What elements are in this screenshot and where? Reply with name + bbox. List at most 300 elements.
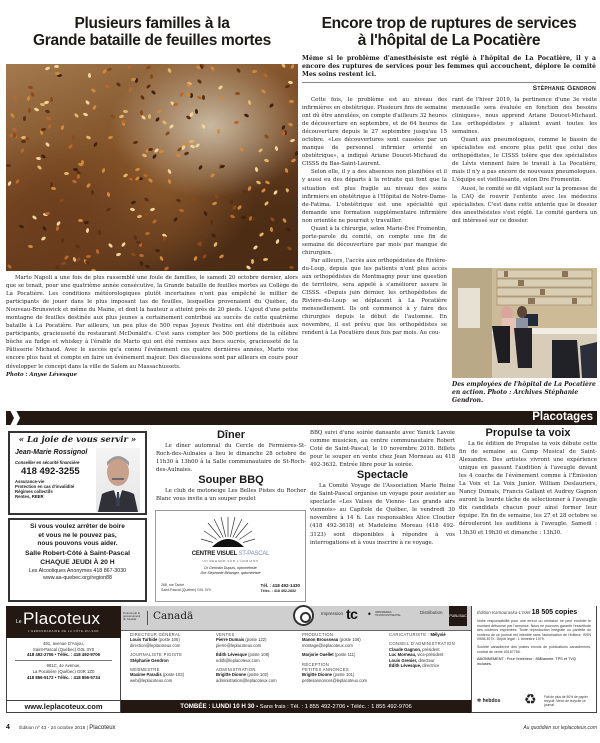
role-label: RÉCEPTION PETITES ANNONCES — [302, 661, 349, 673]
leaf-particle — [142, 153, 148, 158]
ad-line: Si vous voulez arrêter de boire — [30, 523, 125, 530]
phone-extension: (poste 106) — [339, 637, 361, 643]
leaf-particle — [144, 213, 149, 216]
leaf-particle — [263, 72, 269, 77]
leaf-particle — [45, 109, 51, 113]
leaf-particle — [157, 109, 163, 114]
headline-line: Plusieurs familles à la — [74, 15, 230, 32]
leaf-particle — [286, 226, 292, 232]
leaf-particle — [146, 84, 152, 90]
page-number: 4 — [6, 724, 10, 731]
logo-prefix: Le — [16, 619, 22, 625]
leaf-particle — [167, 168, 172, 174]
leaf-particle — [85, 100, 91, 106]
leaf-particle — [198, 165, 203, 171]
leaf-particle — [210, 66, 215, 72]
leaf-particle — [265, 179, 271, 184]
footer-logo: Placoteux — [89, 725, 116, 731]
leaf-particle — [217, 85, 223, 91]
leaf-particle — [219, 164, 225, 169]
leaf-particle — [290, 64, 295, 69]
leaf-particle — [140, 95, 145, 101]
leaf-particle — [237, 205, 243, 211]
leaf-particle — [168, 179, 173, 185]
leaf-particle — [134, 235, 138, 240]
insurance-ad[interactable] — [8, 431, 147, 515]
doctor-name: Dre Stéphanie Bélanger, optométriste — [200, 571, 261, 575]
leaf-particle — [40, 236, 46, 241]
leaf-particle — [247, 186, 251, 192]
leaf-particle — [210, 233, 216, 239]
staff-entry — [216, 652, 296, 663]
paragraph: rant de l'hiver 2019, la pertinence d'une 3e visite mensuelle sera évaluée en fonction des besoins cliniques», nous apprend Ariane Doucet-Michaud. Les orthopédistes y allaient avant toutes les semaines. — [452, 97, 597, 136]
leaf-particle — [289, 100, 294, 103]
leaf-particle — [74, 113, 80, 119]
board-column — [389, 632, 469, 668]
role-label: WEBMESTRE — [130, 667, 160, 673]
person-role: vice-président — [417, 652, 444, 658]
edition-info: Édition nº 43 - 24 octobre 2018 | — [19, 726, 88, 731]
phone-extension: (poste 105) — [158, 637, 180, 643]
leaf-particle — [178, 209, 184, 213]
hospital-photo-caption: Des employées de l'hôpital de La Pocatière en action. Photo : Archives Stéphanie Gendron. — [452, 381, 596, 404]
footer-tagline: Au quotidien sur leplacoteux.com — [523, 725, 597, 731]
divider — [147, 611, 148, 625]
leaf-particle — [154, 116, 159, 122]
leaf-particle — [235, 68, 240, 74]
leaf-particle — [217, 129, 220, 134]
leaf-particle — [150, 207, 156, 211]
leaf-particle — [261, 89, 267, 94]
funder-text: Financé par le gouvernement du Canada — [123, 612, 141, 622]
leaf-particle — [252, 245, 258, 251]
leaf-particle — [86, 135, 92, 140]
hospital-scene — [452, 268, 597, 378]
leaf-particle — [116, 81, 122, 87]
paragraph: Aussi, le comité se dit vigilant sur la promesse de la CAQ de rouvrir l'entente avec les médecins spécialistes. C'est dans cette entente que le dossier des anesthésistes s'est réglé. Le comité gardera un œil intéressé sur ce dossier. — [452, 185, 597, 224]
leaf-particle — [201, 123, 206, 129]
leaf-particle — [251, 259, 254, 264]
fax: Téléc. : 418 492-2832 — [260, 588, 297, 593]
leaf-particle — [46, 116, 52, 121]
leaf-particle — [256, 180, 262, 185]
bullet-icon: • — [256, 704, 260, 710]
leaf-particle — [148, 178, 154, 184]
leaf-particle — [214, 194, 219, 200]
leaf-particle — [202, 253, 208, 259]
press-seal-icon — [293, 605, 314, 626]
leaf-particle — [133, 141, 139, 145]
leaf-particle — [155, 249, 160, 252]
left-article-text: Marto Napoli a une fois de plus rassemblé une foule de familles, le samedi 20 octobre dernier, alors que se tenait, pour une quatrième année consécutive, la Grande bataille de feuilles mortes au Collège de La Pocatière. Les conditions météorologiques plutôt incertaines n'ont pas empêché le millier de participants de jouer dans le plus imposant tas de feuilles, lesquelles provenaient du Québec, du Nouveau-Brunswick et même du Maine, et dont la hauteur a atteint près de 20 pieds. L'ajout d'une petite montagne de feuilles destinée aux plus jeunes a certainement contribué au succès de cette quatrième bataille à La Pocatière. Par ailleurs, un peu plus de 500 repas Joyeux Festins ont été distribués aux participants, gracieuseté du restaurant McDonald's. C'est sans compter les 500 portions de la célèbre bûche au fudge et whiskey à l'érable de Marto qui ont été remises aux becs sucrés, gracieuseté de la Pâtisserie Michaud. Avec le succès qu'a connu l'événement ces quatre dernières années, Marto vise encore plus haut et compte en faire un événement majeur. Des discussions sont par ailleurs en cours pour développer le concept dans la ville de Salem au Massachussets. — [6, 275, 298, 370]
paragraph: Quant aux pneumologues, comme le bassin de spécialistes est encore plus petit que celui des orthopédistes, le CISSS tolère que des spécialistes de Lévis viennent faire le travail à La Pocatière, mais il n'y a pas encore de nouveaux pneumologues. L'équipe est vieillissante, selon Dre Fromentin. — [452, 137, 597, 184]
hebdos-icon: ✲ — [477, 698, 483, 704]
staff-entry — [216, 632, 296, 648]
edition-line — [477, 609, 591, 616]
leaf-particle — [150, 74, 153, 79]
person-name: Stéphanie Gendron — [130, 657, 169, 663]
leaf-particle — [130, 207, 136, 211]
staff-entry — [302, 662, 382, 684]
phone-extension: (poste 101) — [333, 672, 355, 678]
leaf-particle — [71, 134, 76, 140]
ad-venue: Salle Robert-Côté à Saint-Pascal — [24, 549, 130, 557]
board-member — [389, 663, 469, 668]
phone-extension: (poste 108) — [248, 652, 270, 658]
leaf-particle — [213, 241, 218, 247]
leaf-particle — [289, 265, 294, 269]
leaf-particle — [159, 150, 165, 154]
printer-logo: tc — [346, 606, 358, 622]
leaf-particle — [147, 148, 152, 152]
placotages-column-2 — [310, 429, 455, 547]
address-line: Saint-Pascal (Québec) G0L 3Y0 — [161, 588, 211, 592]
leaf-particle — [285, 85, 291, 89]
brand-main: CENTRE VISUEL — [191, 551, 238, 557]
leaf-particle — [11, 127, 16, 131]
brand-accent: ST-PASCAL — [238, 551, 270, 557]
article-column-2 — [452, 96, 597, 225]
divider — [302, 82, 596, 83]
postal-notice: Société canadienne des postes envois de publications canadiennes, contrat de vente #0187755. — [477, 644, 591, 654]
leaf-particle — [261, 187, 267, 193]
leaf-particle — [202, 95, 205, 100]
service-item: Protection en cas d'invalidité — [15, 484, 75, 489]
item-text: Le club de motoneige Les Belles Pistes du Rocher Blanc vous invite a un souper poulet — [156, 488, 306, 503]
leaf-particle — [107, 67, 113, 72]
paragraph: Cette fois, le problème est au niveau des infirmières en obstétrique. Plusieurs fins de semaine ont dû être annulées, on compte d'ailleurs 32 heures de découverture en septembre, et de 64 heures de découverture depuis le 27 septembre jusqu'au 15 octobre. «Les découvertures sont causées par un manque de personnel infirmier orienté en obstétrique», a indiqué Ariane Doucet-Michaud du CISSS du Bas-Saint-Laurent. — [302, 97, 447, 168]
staff-column — [130, 632, 210, 687]
leaf-particle — [51, 186, 56, 190]
eye-logo-icon — [200, 517, 256, 549]
leaf-particle — [104, 84, 110, 89]
leaf-particle — [189, 111, 194, 117]
leaf-particle — [159, 256, 164, 262]
leaf-particle — [27, 96, 31, 102]
leaf-particle — [131, 201, 137, 206]
headline-line: Encore trop de ruptures de services — [321, 15, 577, 32]
leaf-particle — [290, 139, 296, 143]
leaf-particle — [110, 114, 116, 119]
byline: Stéphanie Gendron — [532, 85, 596, 92]
address-line: 491, avenue D'Anjou, — [43, 641, 84, 646]
leaf-particle — [28, 244, 34, 248]
left-article-body — [6, 274, 298, 379]
staff-name-line — [302, 652, 382, 657]
advisor-name: Jean-Marie Rossignol — [15, 449, 88, 456]
leaf-particle — [168, 123, 174, 129]
leaf-particle — [46, 123, 51, 129]
recycle-notice: Fait de plus de 50% de papier recyclé. Merci de recycler ce journal. — [544, 695, 588, 707]
person-name: Brigitte Dionne — [216, 672, 247, 678]
office-addresses — [6, 638, 121, 700]
staff-column — [216, 632, 296, 687]
subscription-info: ABONNEMENT : Pour l'extérieur : 85$/année. TPS et TVQ incluses. — [477, 657, 576, 666]
leaf-particle — [78, 219, 83, 222]
leaf-particle — [64, 172, 69, 175]
leaf-particle — [152, 218, 158, 224]
leaf-particle — [68, 143, 74, 149]
service-list — [15, 479, 74, 499]
person-name: Luc Morneau, — [389, 652, 417, 658]
leaf-particle — [121, 120, 126, 123]
leaf-particle — [144, 264, 150, 269]
leaf-particle — [189, 140, 194, 144]
leaf-particle — [230, 199, 233, 204]
staff-entry — [302, 652, 382, 657]
logo-name: Placoteux — [23, 609, 101, 628]
leaf-particle — [162, 236, 166, 242]
website-link[interactable]: www.leplacoteux.com — [6, 700, 121, 713]
person-role: directrice — [422, 663, 440, 669]
leaf-particle — [294, 150, 298, 156]
leaf-particle — [173, 217, 178, 223]
leaf-particle — [238, 147, 244, 152]
leaf-particle — [95, 249, 99, 255]
email-link[interactable]: montage@leplacoteux.com — [302, 642, 353, 648]
email-link[interactable]: administration@leplacoteux.com — [216, 677, 277, 683]
leaf-particle — [290, 158, 296, 163]
recycle-icon: ♻ — [524, 691, 537, 707]
phone-extension: (poste 102) — [247, 672, 269, 678]
ad-line: et vous ne le pouvez pas, — [38, 531, 117, 539]
leaf-particle — [288, 122, 294, 127]
right-article-headline — [302, 15, 596, 49]
leaf-particle — [71, 179, 77, 184]
deadline-bar — [121, 700, 471, 713]
section-title: Placotages — [532, 411, 593, 423]
caricaturist — [389, 632, 469, 637]
optometry-brand — [156, 551, 305, 557]
leaf-particle — [8, 181, 13, 187]
advisor-role: Conseiller en sécurité financière — [15, 460, 80, 465]
page-footer — [6, 724, 597, 731]
phone-extension: (poste 103) — [162, 672, 185, 678]
tollfree-text: Sans frais : Tél. : 1 855 492-2706 • Téléc. : 1 855 492-9706 — [259, 704, 412, 710]
leaf-particle — [84, 221, 89, 225]
leaf-particle — [151, 154, 156, 160]
leaf-particle — [23, 116, 26, 121]
leaf-particle — [34, 107, 40, 112]
aa-ad[interactable] — [8, 518, 147, 602]
leaf-particle — [144, 197, 150, 202]
leaf-particle — [189, 145, 195, 149]
person-name: Édith Lévesque, — [389, 663, 422, 669]
paragraph: Quant à la chirurgie, selon Marie-Ève Fromentin, porte-parole du comité, on compte une fin de semaine de découverture par mois par manque de chirurgien. — [302, 225, 447, 256]
leaf-particle — [30, 92, 35, 98]
leaf-particle — [139, 254, 145, 258]
item-title: Souper BBQ — [198, 474, 264, 487]
leaf-particle — [72, 256, 76, 262]
leaf-particle — [218, 96, 224, 101]
role-label: CONSEIL D'ADMINISTRATION — [389, 641, 455, 647]
portrait-image — [96, 448, 140, 512]
person-name: Louis Turbide — [130, 637, 158, 643]
address-line: 901C, 4e Avenue, — [46, 663, 81, 669]
leaf-particle — [240, 215, 245, 219]
leaf-particle — [210, 220, 213, 225]
leaf-particle — [61, 238, 64, 243]
role-label: VENTES — [216, 632, 235, 637]
copy-count: 18 505 copies — [531, 609, 578, 616]
leaf-particle — [212, 201, 218, 206]
article-lead: Même si le problème d'anesthésiste est réglé à l'hôpital de La Pocatière, il y a encore des ruptures de services pour les femmes qui accouchent, déplore le comité Mes soins restent ici. — [302, 55, 596, 79]
leaf-particle — [196, 242, 202, 247]
doctor-list — [156, 566, 305, 576]
leaf-particle — [75, 244, 81, 250]
person-name: Pierre Dumais — [216, 637, 245, 643]
staff-entry — [216, 667, 296, 683]
leaf-particle — [246, 265, 252, 270]
leaf-particle — [18, 225, 24, 230]
placotages-column-3 — [459, 427, 597, 537]
leaf-particle — [218, 254, 224, 259]
leaf-particle — [281, 64, 286, 69]
email-link[interactable]: web@leplacoteux.com — [130, 677, 173, 683]
role-label: PRODUCTION — [302, 632, 334, 637]
leaf-particle — [235, 92, 240, 95]
staff-entry — [130, 632, 210, 648]
address-line: Saint-Pascal (Québec) G0L 3Y0 — [32, 646, 95, 652]
leaf-particle — [270, 227, 274, 232]
leaf-particle — [86, 183, 91, 189]
service-item: Assurance-vie — [15, 479, 45, 484]
leaf-particle — [176, 154, 181, 157]
leaf-particle — [76, 174, 80, 179]
leaf-particle — [255, 166, 259, 172]
leaf-particle — [173, 103, 179, 107]
office-phones: 418 492-2706 • Téléc. : 418 492-9706 — [27, 652, 100, 658]
ad-line: nous pouvons vous aider. — [37, 540, 118, 547]
hebdos-label: hebdos — [482, 698, 501, 704]
chevron-right-icon — [8, 410, 20, 426]
article-column-1 — [302, 96, 447, 396]
leaf-particle — [123, 110, 128, 113]
advisor-phone: 418 492-3255 — [21, 466, 80, 477]
item-text: Le dîner automnal du Cercle de Fermières-St-Roch-des-Aulnaies a lieu le dimanche 28 octobre de 11h30 à 13h00 à la Salle communautaire de St-Roch-des-Aulnaies. — [156, 443, 306, 474]
leaf-particle — [134, 175, 140, 180]
left-article-headline — [6, 15, 298, 49]
person-name: Maxime Paradis — [130, 672, 162, 678]
person-role: président — [422, 646, 440, 652]
edition-info-box — [471, 606, 597, 713]
leaf-particle — [281, 218, 286, 224]
person-name: Claude Gagnon, — [389, 646, 422, 652]
email-link[interactable]: edith@leplacoteux.com — [216, 657, 260, 663]
email-link[interactable]: direction@leplacoteux.com — [130, 642, 181, 648]
optometry-ad[interactable] — [155, 510, 306, 602]
leaf-particle — [64, 255, 70, 261]
service-item: Rentes, REER — [15, 494, 44, 499]
phone-extension: (poste 122) — [245, 637, 267, 643]
leaf-particle — [184, 152, 190, 157]
ad-url[interactable]: www.aa-quebec.org/region88 — [43, 575, 112, 581]
leaf-particle — [118, 115, 124, 119]
leaf-particle — [86, 228, 90, 233]
ad-contact: Les Alcooliques Anonymes 418 867-3030 — [28, 567, 127, 574]
leaf-particle — [92, 105, 97, 111]
staff-entry — [130, 667, 210, 683]
leaf-particle — [86, 254, 91, 258]
leaf-particle — [121, 242, 126, 248]
optometry-address — [161, 583, 211, 593]
leaf-particle — [28, 86, 33, 90]
leaf-particle — [13, 133, 16, 138]
leaf-particle — [55, 72, 60, 75]
leaf-particle — [284, 168, 289, 174]
leaf-particle — [42, 225, 48, 231]
phone: Tél. : 418 492-1430 — [260, 583, 300, 588]
leaf-particle — [13, 94, 18, 100]
hospital-photo — [452, 268, 597, 378]
leaf-particle — [286, 246, 292, 251]
leaf-battle-photo — [6, 64, 298, 271]
distributor-logo: PUBLISAC — [449, 606, 467, 626]
leaf-particle — [203, 211, 208, 217]
phone-extension: (poste 111) — [334, 652, 356, 658]
ad-slogan: « La joie de vous servir » — [18, 435, 137, 445]
leaf-particle — [59, 197, 65, 203]
leaf-particle — [263, 133, 269, 139]
leaf-particle — [106, 207, 112, 212]
leaf-particle — [91, 190, 94, 195]
item-title: Spectacle — [356, 469, 409, 482]
staff-column — [302, 632, 382, 687]
leaf-particle — [128, 86, 133, 92]
divider — [15, 660, 112, 661]
item-text: La 6e édition de Propulse ta voix débute cette fin de semaine au Camp Musical de Saint-Alexandre. Des artistes vivront une expérience unique en passant l'audition à l'aveugle devant les 4 coachs de l'évènement comme à l'Émission La Voix et La Voix Junior. William Deslauriers, Nancy Dumais, Francis Gallant et Audrey Gagnon auront la lourde tâche de sélectionner à l'aveugle dix candidats chacun pour ainsi former leur équipe. En fin de semaine, les 27 et 28 octobre se dérouleront les auditions à l'aveugle. Samedi : 13h30 et 19h30 et dimanche : 13h30. — [459, 441, 597, 536]
leaf-particle — [56, 226, 60, 232]
person-name: Louis Grenier, — [389, 657, 418, 663]
staff-entry — [302, 632, 382, 648]
leaf-particle — [14, 178, 19, 184]
leaf-particle — [93, 142, 98, 148]
logo-subtitle: L'HEBDOMADAIRE DE LA CÔTE-DU-SUD — [28, 630, 99, 633]
leaf-particle — [264, 200, 270, 206]
item-title: Dîner — [216, 429, 246, 441]
person-name: Édith Lévesque — [216, 652, 247, 658]
leaf-particle — [36, 156, 42, 160]
leaf-particle — [88, 72, 91, 77]
placotages-banner — [6, 411, 597, 425]
leaf-particle — [275, 239, 280, 245]
item-text: La Comité Voyage de l'Association Marie Reine de Saint-Pascal organise un voyage pour assister au spectacle «Les Valses de Vienne- Les grands airs viennois» au Capitole de Québec, le vendredi 30 novembre à 14 h. Les responsables Alice Cloutier (418 492-3618) et Madeleine Moreau (418 492-3123) sont disponibles à répondre à vos interrogations et à vous inscrire à ce voyage. — [310, 483, 455, 546]
person-name: Brigitte Dionne — [302, 672, 333, 678]
leaf-particle — [44, 66, 50, 71]
ad-schedule: CHAQUE JEUDI À 20 H — [40, 558, 115, 566]
leaf-particle — [263, 258, 268, 262]
photo-credit: Photo : Anyse Lévesque — [6, 371, 77, 378]
leaf-particle — [101, 167, 105, 173]
leaf-particle — [142, 173, 148, 177]
role-label: ADMINISTRATION — [216, 667, 256, 673]
leaf-particle — [242, 190, 247, 194]
leaf-particle — [37, 165, 43, 171]
leaf-particle — [243, 113, 249, 118]
email-link[interactable]: petitesannonces@leplacoteux.com — [302, 677, 368, 683]
leaf-particle — [264, 159, 270, 163]
leaf-particle — [257, 148, 263, 153]
leaf-particle — [196, 78, 202, 84]
address-line: 268, rue Taché — [161, 583, 185, 587]
leaf-particle — [28, 108, 31, 113]
edition-label: Édition Kamouraska-L'Islet — [477, 610, 531, 615]
email-link[interactable]: pierre@leplacoteux.com — [216, 642, 262, 648]
role-label: CARICATURISTE : — [389, 632, 430, 637]
headline-line: Grande bataille de feuilles mortes — [33, 32, 271, 49]
leaf-particle — [60, 125, 64, 131]
leaf-particle — [20, 147, 25, 153]
